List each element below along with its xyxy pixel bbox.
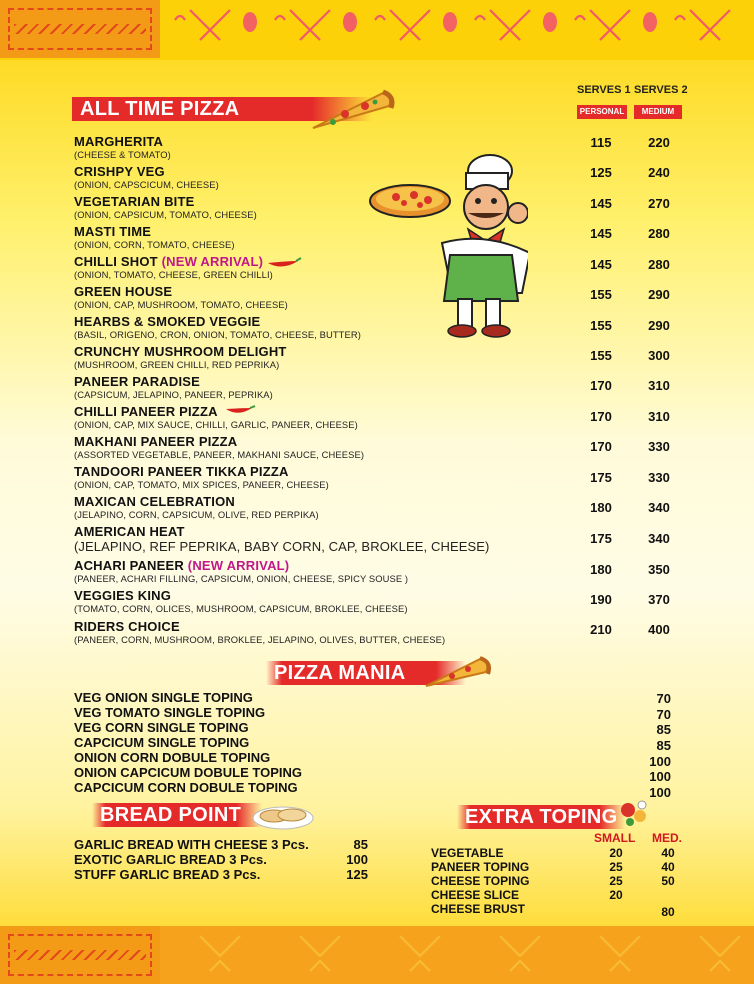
item-name-text: MASTI TIME — [74, 224, 152, 239]
item-name — [74, 434, 364, 449]
medium-price: 340 — [648, 531, 670, 546]
pizza-mania-price: 70 — [656, 691, 671, 706]
menu-item — [74, 434, 364, 461]
personal-badge: PERSONAL — [577, 105, 627, 119]
medium-price: 310 — [648, 409, 670, 424]
menu-item — [74, 619, 445, 646]
menu-item — [74, 588, 408, 615]
item-name — [74, 404, 358, 419]
extra-med-price: 80 — [661, 905, 675, 919]
personal-price: 180 — [590, 562, 612, 577]
medium-price: 370 — [648, 592, 670, 607]
top-left-corner-ornament — [0, 0, 160, 58]
medium-price: 240 — [648, 165, 670, 180]
new-arrival-tag: (NEW ARRIVAL) — [157, 254, 264, 269]
personal-price: 155 — [590, 348, 612, 363]
extra-toping-item: VEGETABLE — [431, 846, 504, 860]
medium-price: 290 — [648, 318, 670, 333]
pizza-mania-item: VEG TOMATO SINGLE TOPING — [74, 705, 266, 720]
item-name-text: CHILLI PANEER PIZZA — [74, 404, 218, 419]
item-name — [74, 464, 329, 479]
item-name-text: VEGGIES KING — [74, 588, 172, 603]
item-ingredients: (ONION, TOMATO, CHEESE, GREEN CHILLI) — [74, 269, 273, 280]
menu-item — [74, 558, 408, 585]
pizza-mania-price: 85 — [656, 722, 671, 737]
personal-price: 170 — [590, 378, 612, 393]
personal-price: 145 — [590, 257, 612, 272]
item-name — [74, 254, 273, 269]
menu-item — [74, 254, 273, 281]
item-name — [74, 224, 235, 239]
item-ingredients: (ONION, CAP, TOMATO, MIX SPICES, PANEER, CHEESE) — [74, 479, 329, 490]
bread-item: STUFF GARLIC BREAD 3 Pcs. — [74, 867, 261, 882]
item-ingredients: (PANEER, CORN, MUSHROOM, BROKLEE, JELAPINO, OLIVES, BUTTER, CHEESE) — [74, 634, 446, 645]
personal-price: 155 — [590, 318, 612, 333]
item-name — [74, 134, 171, 149]
personal-price: 155 — [590, 287, 612, 302]
item-name — [74, 164, 219, 179]
item-ingredients: (MUSHROOM, GREEN CHILLI, RED PEPRIKA) — [74, 359, 280, 370]
pizza-mania-item: ONION CAPCICUM DOBULE TOPING — [74, 765, 302, 780]
item-ingredients: (ONION, CAPSICUM, TOMATO, CHEESE) — [74, 209, 257, 220]
item-name-text: CRISHPY VEG — [74, 164, 165, 179]
garlic-bread-icon — [252, 800, 314, 830]
medium-price: 290 — [648, 287, 670, 302]
all-time-pizza-banner: ALL TIME PIZZA — [72, 97, 372, 121]
item-name — [74, 194, 257, 209]
item-ingredients: (JELAPINO, CORN, CAPSICUM, OLIVE, RED PERPIKA) — [74, 509, 319, 520]
personal-price: 175 — [590, 470, 612, 485]
item-ingredients: (ONION, CAP, MUSHROOM, TOMATO, CHEESE) — [74, 299, 288, 310]
menu-item — [74, 224, 235, 251]
item-ingredients: (ONION, CAP, MIX SAUCE, CHILLI, GARLIC, PANEER, CHEESE) — [74, 419, 358, 430]
item-name — [74, 558, 408, 573]
menu-item — [74, 524, 489, 555]
item-ingredients: (BASIL, ORIGENO, CRON, ONION, TOMATO, CHEESE, BUTTER) — [74, 329, 361, 340]
item-name — [74, 284, 288, 299]
medium-price: 310 — [648, 378, 670, 393]
personal-price: 175 — [590, 531, 612, 546]
pizza-mania-item: CAPCICUM SINGLE TOPING — [74, 735, 250, 750]
extra-toping-item: CHEESE SLICE — [431, 888, 520, 902]
pizza-mania-item: CAPCICUM CORN DOBULE TOPING — [74, 780, 298, 795]
personal-price: 170 — [590, 439, 612, 454]
pizza-mania-price: 70 — [656, 707, 671, 722]
item-name — [74, 619, 445, 634]
pizza-mania-item: VEG ONION SINGLE TOPING — [74, 690, 253, 705]
menu-item — [74, 374, 273, 401]
menu-item — [74, 404, 358, 431]
menu-item — [74, 164, 219, 191]
item-name-text: CRUNCHY MUSHROOM DELIGHT — [74, 344, 287, 359]
item-name-text: RIDERS CHOICE — [74, 619, 180, 634]
item-name-text: PANEER PARADISE — [74, 374, 201, 389]
medium-badge: MEDIUM — [634, 105, 682, 119]
item-ingredients: (PANEER, ACHARI FILLING, CAPSICUM, ONION, CHEESE, SPICY SOUSE ) — [74, 573, 409, 584]
extra-med-price: 40 — [661, 846, 675, 860]
menu-item — [74, 284, 288, 311]
medium-price: 220 — [648, 135, 670, 150]
pizza-mania-price: 100 — [649, 769, 671, 784]
serves2-header: SERVES 2 — [634, 84, 688, 96]
pizza-mania-slice-icon — [420, 654, 492, 690]
bottom-left-corner-ornament — [0, 926, 160, 984]
extra-toping-item: CHEESE BRUST — [431, 902, 526, 916]
extra-small-price: 25 — [609, 860, 623, 874]
pizza-slice-icon — [305, 86, 395, 134]
pizza-mania-price: 100 — [649, 785, 671, 800]
medium-price: 340 — [648, 500, 670, 515]
item-name-text: HEARBS & SMOKED VEGGIE — [74, 314, 261, 329]
item-ingredients: (JELAPINO, REF PEPRIKA, BABY CORN, CAP, BROKLEE, CHEESE) — [74, 539, 490, 554]
bread-price: 125 — [346, 867, 368, 882]
item-name — [74, 374, 273, 389]
menu-item — [74, 344, 287, 371]
item-name — [74, 344, 287, 359]
medium-price: 270 — [648, 196, 670, 211]
item-name-text: CHILLI SHOT — [74, 254, 158, 269]
personal-price: 170 — [590, 409, 612, 424]
medium-price: 330 — [648, 439, 670, 454]
chef-illustration — [368, 143, 528, 343]
personal-price: 180 — [590, 500, 612, 515]
chilli-icon-2 — [224, 405, 256, 417]
pizza-mania-item: ONION CORN DOBULE TOPING — [74, 750, 271, 765]
extra-toping-item: PANEER TOPING — [431, 860, 530, 874]
item-name-text: MAXICAN CELEBRATION — [74, 494, 235, 509]
extra-med-price: 40 — [661, 860, 675, 874]
item-name-text: GREEN HOUSE — [74, 284, 173, 299]
item-name — [74, 588, 408, 603]
bread-price: 85 — [353, 837, 368, 852]
medium-price: 300 — [648, 348, 670, 363]
personal-price: 190 — [590, 592, 612, 607]
personal-price: 115 — [590, 135, 612, 150]
medium-price: 330 — [648, 470, 670, 485]
pizza-mania-item: VEG CORN SINGLE TOPING — [74, 720, 249, 735]
item-name-text: ACHARI PANEER — [74, 558, 184, 573]
item-name — [74, 314, 361, 329]
menu-item — [74, 134, 171, 161]
personal-price: 145 — [590, 196, 612, 211]
item-name-text: MAKHANI PANEER PIZZA — [74, 434, 238, 449]
item-ingredients: (ONION, CAPSCICUM, CHEESE) — [74, 179, 219, 190]
toppings-icon — [616, 798, 652, 828]
new-arrival-tag: (NEW ARRIVAL) — [183, 558, 290, 573]
extra-small-price: 25 — [609, 874, 623, 888]
extra-toping-item: CHEESE TOPING — [431, 874, 530, 888]
small-header: SMALL — [594, 831, 636, 845]
bread-price: 100 — [346, 852, 368, 867]
serves1-header: SERVES 1 — [577, 84, 631, 96]
pizza-mania-price: 100 — [649, 754, 671, 769]
med-header: MED. — [652, 831, 682, 845]
menu-item — [74, 194, 257, 221]
personal-price: 210 — [590, 622, 612, 637]
extra-small-price: 20 — [609, 888, 623, 902]
pizza-mania-banner: PIZZA MANIA — [266, 661, 466, 685]
item-ingredients: (CHEESE & TOMATO) — [74, 149, 171, 160]
medium-price: 400 — [648, 622, 670, 637]
item-name-text: AMERICAN HEAT — [74, 524, 185, 539]
item-name-text: MARGHERITA — [74, 134, 164, 149]
chilli-icon — [266, 257, 302, 271]
pizza-mania-price: 85 — [656, 738, 671, 753]
medium-price: 280 — [648, 226, 670, 241]
item-ingredients: (ASSORTED VEGETABLE, PANEER, MAKHANI SAUCE, CHEESE) — [74, 449, 365, 460]
extra-med-price: 50 — [661, 874, 675, 888]
item-name — [74, 524, 489, 539]
menu-item — [74, 314, 361, 341]
medium-price: 350 — [648, 562, 670, 577]
item-ingredients: (ONION, CORN, TOMATO, CHEESE) — [74, 239, 235, 250]
extra-toping-banner: EXTRA TOPING — [457, 805, 625, 829]
item-ingredients: (TOMATO, CORN, OLICES, MUSHROOM, CAPSICUM, BROKLEE, CHEESE) — [74, 603, 408, 614]
item-name — [74, 494, 319, 509]
item-name-text: TANDOORI PANEER TIKKA PIZZA — [74, 464, 289, 479]
menu-item — [74, 494, 319, 521]
extra-small-price: 20 — [609, 846, 623, 860]
bread-item: GARLIC BREAD WITH CHEESE 3 Pcs. — [74, 837, 309, 852]
bread-item: EXOTIC GARLIC BREAD 3 Pcs. — [74, 852, 267, 867]
medium-price: 280 — [648, 257, 670, 272]
menu-item — [74, 464, 329, 491]
bread-point-banner: BREAD POINT — [92, 803, 262, 827]
personal-price: 125 — [590, 165, 612, 180]
item-ingredients: (CAPSICUM, JELAPINO, PANEER, PEPRIKA) — [74, 389, 273, 400]
personal-price: 145 — [590, 226, 612, 241]
item-name-text: VEGETARIAN BITE — [74, 194, 195, 209]
